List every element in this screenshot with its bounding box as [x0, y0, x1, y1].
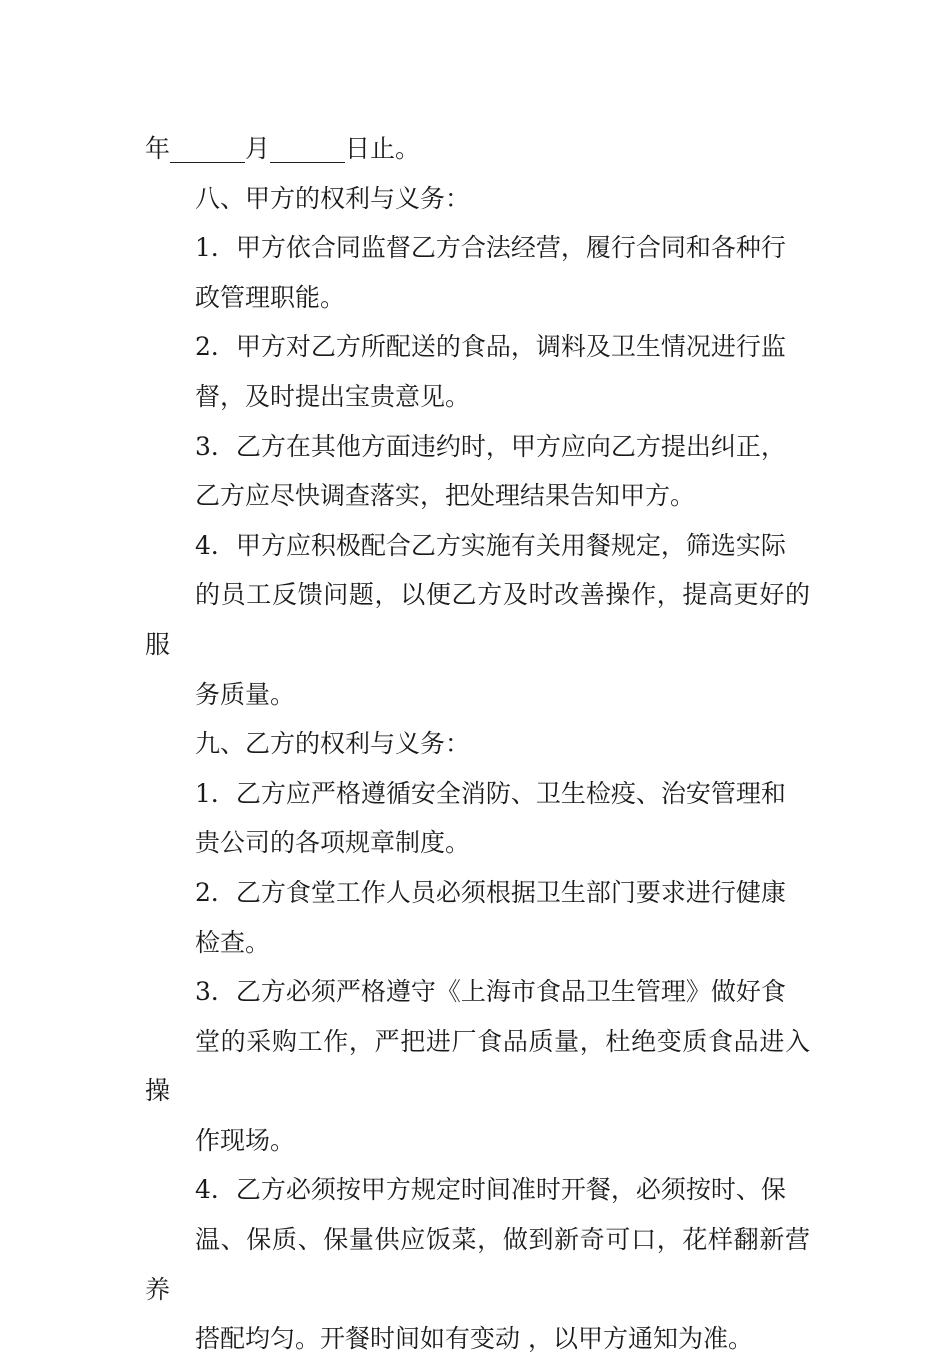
paragraph-line: 年______月______日止。: [145, 134, 421, 163]
document-paragraph: [145, 719, 810, 769]
paragraph-line: 作现场。: [195, 1125, 296, 1155]
paragraph-line: 八、甲方的权利与义务：: [195, 183, 471, 213]
paragraph-line: 政管理职能。: [195, 282, 346, 312]
paragraph-line: 贵公司的各项规章制度。: [195, 828, 471, 858]
paragraph-line: 4．乙方必须按甲方规定时间准时开餐，必须按时、保: [195, 1175, 786, 1205]
document-paragraph: [145, 521, 810, 719]
paragraph-line: 4．甲方应积极配合乙方实施有关用餐规定，筛选实际: [195, 530, 786, 560]
document-paragraph: [145, 868, 810, 967]
document-paragraph: [145, 967, 810, 1165]
paragraph-line: 九、乙方的权利与义务：: [195, 729, 471, 759]
paragraph-line: 检查。: [195, 927, 271, 957]
paragraph-line: 2．甲方对乙方所配送的食品，调料及卫生情况进行监: [195, 332, 786, 362]
paragraph-line: 的员工反馈问题，以便乙方及时改善操作，提高更好的服: [145, 580, 810, 659]
paragraph-line: 1．甲方依合同监督乙方合法经营，履行合同和各种行: [195, 233, 786, 263]
paragraph-line: 乙方应尽快调查落实，把处理结果告知甲方。: [195, 481, 696, 511]
document-paragraph: [145, 124, 810, 174]
paragraph-line: 2．乙方食堂工作人员必须根据卫生部门要求进行健康: [195, 877, 786, 907]
document-paragraph: [145, 322, 810, 421]
paragraph-line: 温、保质、保量供应饭菜，做到新奇可口，花样翻新营养: [145, 1225, 810, 1304]
document-paragraph: [145, 769, 810, 868]
document-body: [145, 124, 810, 1364]
paragraph-line: 3．乙方在其他方面违约时，甲方应向乙方提出纠正，: [195, 431, 786, 461]
paragraph-line: 堂的采购工作，严把进厂食品质量，杜绝变质食品进入操: [145, 1026, 810, 1106]
document-paragraph: [145, 422, 810, 521]
document-paragraph: [145, 1165, 810, 1363]
document-paragraph: [145, 174, 810, 224]
paragraph-line: 3．乙方必须严格遵守《上海市食品卫生管理》做好食: [195, 977, 786, 1007]
paragraph-line: 督，及时提出宝贵意见。: [195, 381, 471, 411]
paragraph-line: 务质量。: [195, 679, 296, 709]
paragraph-line: 1．乙方应严格遵循安全消防、卫生检疫、治安管理和: [195, 778, 786, 808]
document-paragraph: [145, 223, 810, 322]
paragraph-line: 搭配均匀。开餐时间如有变动 ，以甲方通知为准。: [195, 1324, 753, 1354]
